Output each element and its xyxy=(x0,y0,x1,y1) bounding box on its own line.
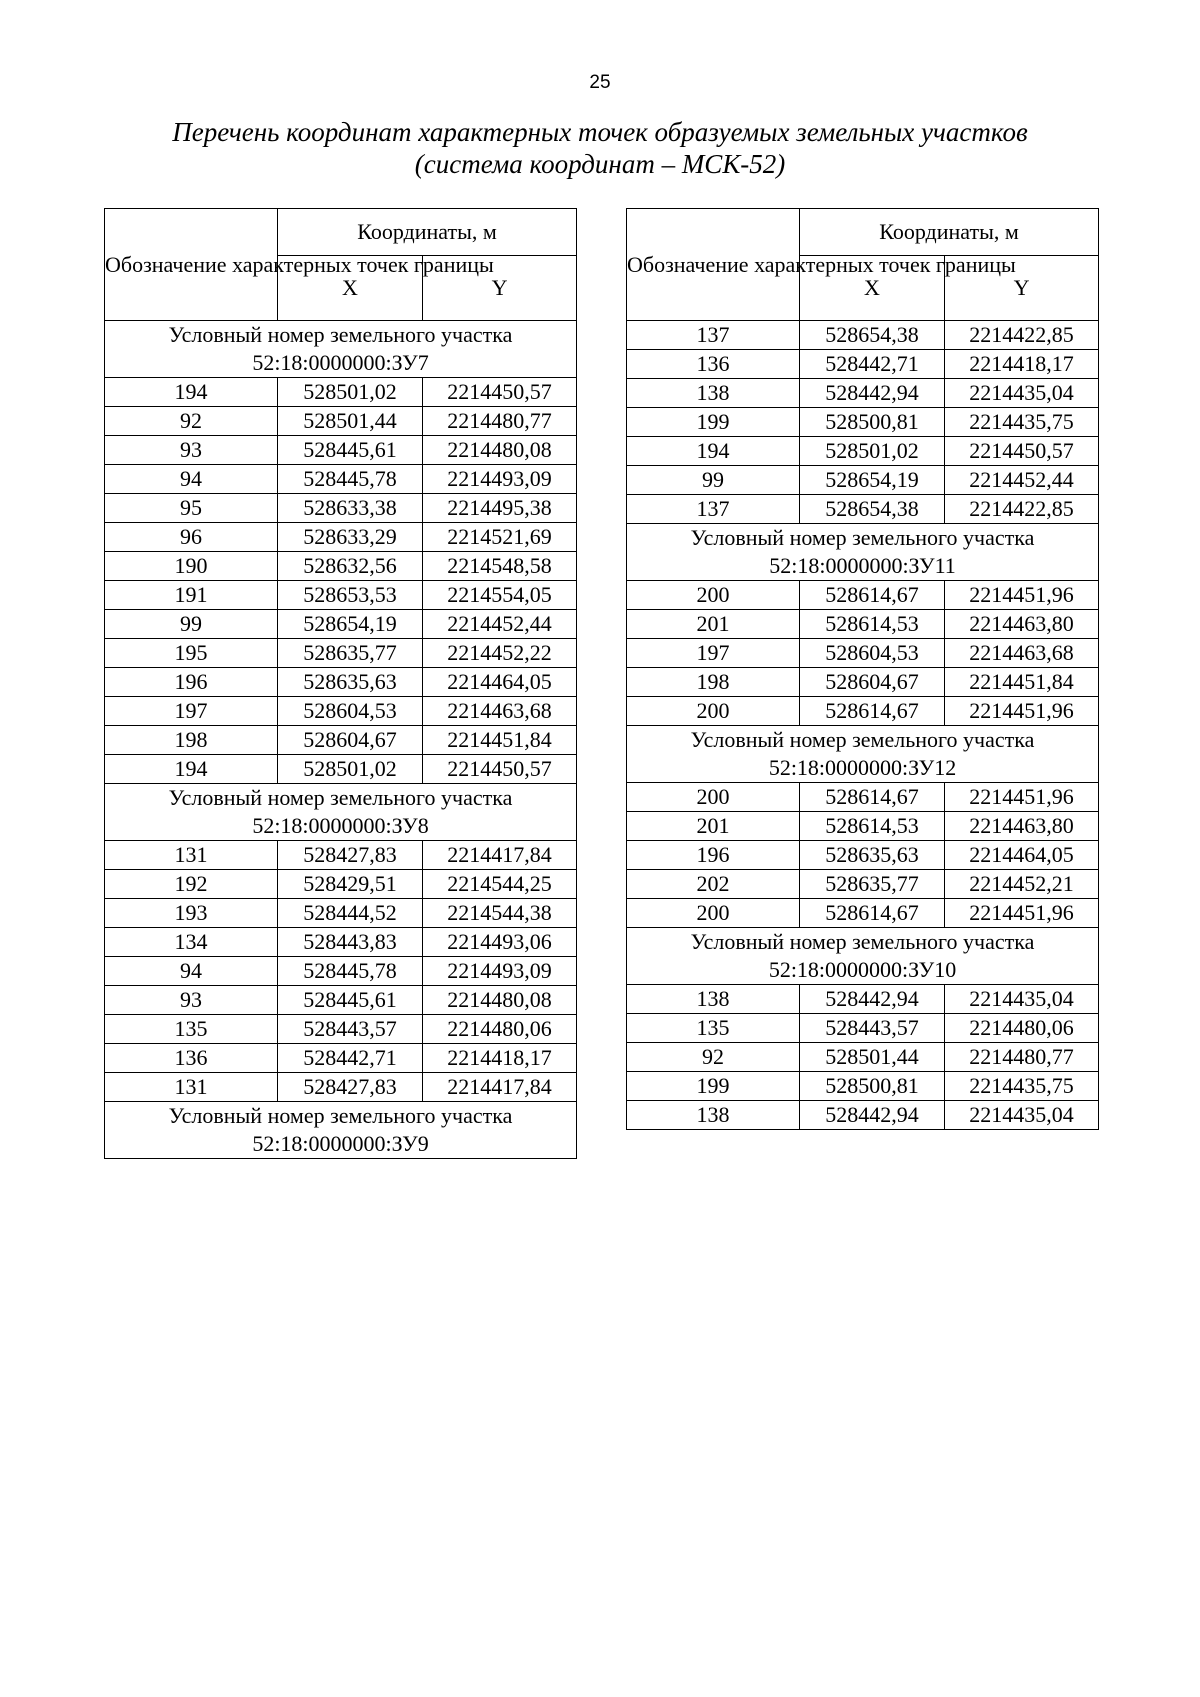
y-coordinate-cell: 2214480,08 xyxy=(423,436,577,465)
x-coordinate-cell: 528614,67 xyxy=(800,783,945,812)
table-row xyxy=(627,812,1099,841)
x-coordinate-cell: 528654,38 xyxy=(800,495,945,524)
x-coordinate-cell: 528635,63 xyxy=(278,668,423,697)
x-coordinate-cell: 528604,53 xyxy=(800,639,945,668)
parcel-heading xyxy=(627,524,1099,581)
point-cell: 197 xyxy=(627,639,800,668)
point-cell: 94 xyxy=(105,465,278,494)
x-coordinate-cell: 528427,83 xyxy=(278,1073,423,1102)
point-cell: 197 xyxy=(105,697,278,726)
table-row xyxy=(627,466,1099,495)
x-coordinate-cell: 528445,61 xyxy=(278,436,423,465)
y-coordinate-cell: 2214418,17 xyxy=(423,1044,577,1073)
parcel-heading-row xyxy=(105,1102,577,1159)
header-x: X xyxy=(278,256,423,321)
table-row xyxy=(105,928,577,957)
parcel-cadastral-number: 52:18:0000000:ЗУ10 xyxy=(768,957,957,982)
point-cell: 95 xyxy=(105,494,278,523)
y-coordinate-cell: 2214493,06 xyxy=(423,928,577,957)
point-cell: 135 xyxy=(627,1014,800,1043)
y-coordinate-cell: 2214435,04 xyxy=(945,985,1099,1014)
table-row xyxy=(627,1101,1099,1130)
x-coordinate-cell: 528653,53 xyxy=(278,581,423,610)
table-row xyxy=(105,378,577,407)
x-coordinate-cell: 528614,67 xyxy=(800,899,945,928)
x-coordinate-cell: 528633,38 xyxy=(278,494,423,523)
x-coordinate-cell: 528654,38 xyxy=(800,321,945,350)
header-coordinates: Координаты, м xyxy=(800,209,1099,256)
header-point-designation: Обозначение характерных точек границы xyxy=(627,209,800,321)
x-coordinate-cell: 528442,94 xyxy=(800,1101,945,1130)
y-coordinate-cell: 2214417,84 xyxy=(423,1073,577,1102)
x-coordinate-cell: 528604,67 xyxy=(278,726,423,755)
point-cell: 131 xyxy=(105,1073,278,1102)
point-cell: 200 xyxy=(627,783,800,812)
page-number: 25 xyxy=(589,72,611,93)
table-row xyxy=(627,321,1099,350)
table-row xyxy=(105,668,577,697)
point-cell: 199 xyxy=(627,408,800,437)
table-row xyxy=(627,1072,1099,1101)
table-row xyxy=(627,841,1099,870)
parcel-cadastral-number: 52:18:0000000:ЗУ9 xyxy=(252,1131,429,1156)
x-coordinate-cell: 528633,29 xyxy=(278,523,423,552)
y-coordinate-cell: 2214450,57 xyxy=(423,378,577,407)
x-coordinate-cell: 528604,67 xyxy=(800,668,945,697)
y-coordinate-cell: 2214544,38 xyxy=(423,899,577,928)
table-row xyxy=(627,1043,1099,1072)
point-cell: 131 xyxy=(105,841,278,870)
parcel-cadastral-number: 52:18:0000000:ЗУ8 xyxy=(252,813,429,838)
table-row xyxy=(627,379,1099,408)
point-cell: 136 xyxy=(627,350,800,379)
point-cell: 99 xyxy=(627,466,800,495)
y-coordinate-cell: 2214422,85 xyxy=(945,321,1099,350)
y-coordinate-cell: 2214480,77 xyxy=(945,1043,1099,1072)
parcel-heading xyxy=(105,321,577,378)
x-coordinate-cell: 528443,57 xyxy=(800,1014,945,1043)
header-y: Y xyxy=(423,256,577,321)
table-row xyxy=(105,726,577,755)
point-cell: 193 xyxy=(105,899,278,928)
y-coordinate-cell: 2214422,85 xyxy=(945,495,1099,524)
x-coordinate-cell: 528614,53 xyxy=(800,812,945,841)
y-coordinate-cell: 2214463,68 xyxy=(423,697,577,726)
x-coordinate-cell: 528442,94 xyxy=(800,985,945,1014)
y-coordinate-cell: 2214480,77 xyxy=(423,407,577,436)
parcel-label: Условный номер земельного участка xyxy=(168,785,513,810)
y-coordinate-cell: 2214418,17 xyxy=(945,350,1099,379)
y-coordinate-cell: 2214554,05 xyxy=(423,581,577,610)
parcel-cadastral-number: 52:18:0000000:ЗУ12 xyxy=(768,755,957,780)
table-row xyxy=(627,610,1099,639)
point-cell: 92 xyxy=(105,407,278,436)
x-coordinate-cell: 528614,67 xyxy=(800,697,945,726)
x-coordinate-cell: 528501,02 xyxy=(278,378,423,407)
table-row xyxy=(105,436,577,465)
y-coordinate-cell: 2214451,84 xyxy=(423,726,577,755)
y-coordinate-cell: 2214451,96 xyxy=(945,581,1099,610)
x-coordinate-cell: 528501,44 xyxy=(800,1043,945,1072)
point-cell: 201 xyxy=(627,610,800,639)
y-coordinate-cell: 2214463,68 xyxy=(945,639,1099,668)
parcel-cadastral-number: 52:18:0000000:ЗУ7 xyxy=(252,350,429,375)
title-line-2: (система координат – МСК-52) xyxy=(414,149,786,179)
y-coordinate-cell: 2214451,96 xyxy=(945,899,1099,928)
table-row xyxy=(627,350,1099,379)
x-coordinate-cell: 528427,83 xyxy=(278,841,423,870)
y-coordinate-cell: 2214464,05 xyxy=(423,668,577,697)
table-row xyxy=(105,1073,577,1102)
header-x: X xyxy=(800,256,945,321)
table-row xyxy=(105,1044,577,1073)
x-coordinate-cell: 528445,78 xyxy=(278,957,423,986)
table-row xyxy=(105,581,577,610)
table-row xyxy=(105,523,577,552)
table-row xyxy=(627,668,1099,697)
x-coordinate-cell: 528501,02 xyxy=(278,755,423,784)
parcel-cadastral-number: 52:18:0000000:ЗУ11 xyxy=(769,553,956,578)
y-coordinate-cell: 2214495,38 xyxy=(423,494,577,523)
y-coordinate-cell: 2214452,21 xyxy=(945,870,1099,899)
table-row xyxy=(627,870,1099,899)
table-row xyxy=(105,494,577,523)
header-coordinates: Координаты, м xyxy=(278,209,577,256)
table-row xyxy=(627,783,1099,812)
table-row xyxy=(627,899,1099,928)
table-row xyxy=(105,552,577,581)
point-cell: 192 xyxy=(105,870,278,899)
table-row xyxy=(105,1015,577,1044)
point-cell: 136 xyxy=(105,1044,278,1073)
point-cell: 137 xyxy=(627,321,800,350)
point-cell: 194 xyxy=(105,755,278,784)
table-row xyxy=(105,639,577,668)
y-coordinate-cell: 2214480,06 xyxy=(423,1015,577,1044)
point-cell: 138 xyxy=(627,985,800,1014)
table-header xyxy=(105,209,577,321)
document-title xyxy=(0,116,1200,180)
y-coordinate-cell: 2214480,06 xyxy=(945,1014,1099,1043)
x-coordinate-cell: 528654,19 xyxy=(800,466,945,495)
point-cell: 135 xyxy=(105,1015,278,1044)
point-cell: 92 xyxy=(627,1043,800,1072)
y-coordinate-cell: 2214451,84 xyxy=(945,668,1099,697)
parcel-heading xyxy=(105,784,577,841)
parcel-heading-row xyxy=(627,928,1099,985)
table-row xyxy=(105,610,577,639)
x-coordinate-cell: 528445,61 xyxy=(278,986,423,1015)
table-body xyxy=(105,321,577,1159)
point-cell: 138 xyxy=(627,379,800,408)
point-cell: 94 xyxy=(105,957,278,986)
header-point-designation: Обозначение характерных точек границы xyxy=(105,209,278,321)
table-row xyxy=(105,755,577,784)
y-coordinate-cell: 2214521,69 xyxy=(423,523,577,552)
y-coordinate-cell: 2214464,05 xyxy=(945,841,1099,870)
table-row xyxy=(627,495,1099,524)
point-cell: 191 xyxy=(105,581,278,610)
y-coordinate-cell: 2214435,04 xyxy=(945,379,1099,408)
x-coordinate-cell: 528442,71 xyxy=(278,1044,423,1073)
x-coordinate-cell: 528443,83 xyxy=(278,928,423,957)
parcel-heading-row xyxy=(105,321,577,378)
table-row xyxy=(627,639,1099,668)
point-cell: 93 xyxy=(105,986,278,1015)
x-coordinate-cell: 528429,51 xyxy=(278,870,423,899)
point-cell: 200 xyxy=(627,581,800,610)
point-cell: 138 xyxy=(627,1101,800,1130)
x-coordinate-cell: 528501,44 xyxy=(278,407,423,436)
point-cell: 198 xyxy=(627,668,800,697)
table-row xyxy=(105,697,577,726)
x-coordinate-cell: 528500,81 xyxy=(800,408,945,437)
x-coordinate-cell: 528442,71 xyxy=(800,350,945,379)
table-row xyxy=(627,581,1099,610)
x-coordinate-cell: 528635,77 xyxy=(800,870,945,899)
y-coordinate-cell: 2214480,08 xyxy=(423,986,577,1015)
x-coordinate-cell: 528443,57 xyxy=(278,1015,423,1044)
y-coordinate-cell: 2214548,58 xyxy=(423,552,577,581)
y-coordinate-cell: 2214435,75 xyxy=(945,408,1099,437)
point-cell: 199 xyxy=(627,1072,800,1101)
table-row xyxy=(627,985,1099,1014)
coordinates-table-left xyxy=(104,208,577,1159)
table-row xyxy=(105,407,577,436)
y-coordinate-cell: 2214544,25 xyxy=(423,870,577,899)
point-cell: 137 xyxy=(627,495,800,524)
x-coordinate-cell: 528635,77 xyxy=(278,639,423,668)
y-coordinate-cell: 2214463,80 xyxy=(945,812,1099,841)
x-coordinate-cell: 528500,81 xyxy=(800,1072,945,1101)
y-coordinate-cell: 2214452,44 xyxy=(945,466,1099,495)
point-cell: 202 xyxy=(627,870,800,899)
x-coordinate-cell: 528614,67 xyxy=(800,581,945,610)
table-row xyxy=(627,1014,1099,1043)
parcel-heading xyxy=(627,726,1099,783)
y-coordinate-cell: 2214451,96 xyxy=(945,697,1099,726)
table-row xyxy=(105,841,577,870)
point-cell: 96 xyxy=(105,523,278,552)
header-y: Y xyxy=(945,256,1099,321)
y-coordinate-cell: 2214450,57 xyxy=(423,755,577,784)
table-header xyxy=(627,209,1099,321)
coordinates-table-right xyxy=(626,208,1099,1130)
point-cell: 194 xyxy=(627,437,800,466)
x-coordinate-cell: 528442,94 xyxy=(800,379,945,408)
parcel-heading-row xyxy=(627,524,1099,581)
y-coordinate-cell: 2214452,22 xyxy=(423,639,577,668)
point-cell: 201 xyxy=(627,812,800,841)
point-cell: 99 xyxy=(105,610,278,639)
point-cell: 93 xyxy=(105,436,278,465)
point-cell: 196 xyxy=(627,841,800,870)
table-row xyxy=(105,899,577,928)
x-coordinate-cell: 528445,78 xyxy=(278,465,423,494)
parcel-label: Условный номер земельного участка xyxy=(690,727,1035,752)
table-body xyxy=(627,321,1099,1130)
table-row xyxy=(105,465,577,494)
y-coordinate-cell: 2214493,09 xyxy=(423,957,577,986)
point-cell: 200 xyxy=(627,899,800,928)
table-row xyxy=(627,437,1099,466)
parcel-heading-row xyxy=(105,784,577,841)
x-coordinate-cell: 528635,63 xyxy=(800,841,945,870)
parcel-label: Условный номер земельного участка xyxy=(168,322,513,347)
x-coordinate-cell: 528604,53 xyxy=(278,697,423,726)
x-coordinate-cell: 528501,02 xyxy=(800,437,945,466)
x-coordinate-cell: 528614,53 xyxy=(800,610,945,639)
point-cell: 200 xyxy=(627,697,800,726)
parcel-label: Условный номер земельного участка xyxy=(690,929,1035,954)
point-cell: 134 xyxy=(105,928,278,957)
point-cell: 196 xyxy=(105,668,278,697)
x-coordinate-cell: 528632,56 xyxy=(278,552,423,581)
y-coordinate-cell: 2214450,57 xyxy=(945,437,1099,466)
point-cell: 198 xyxy=(105,726,278,755)
parcel-heading xyxy=(627,928,1099,985)
y-coordinate-cell: 2214493,09 xyxy=(423,465,577,494)
table-row xyxy=(627,408,1099,437)
point-cell: 195 xyxy=(105,639,278,668)
x-coordinate-cell: 528444,52 xyxy=(278,899,423,928)
table-row xyxy=(105,986,577,1015)
y-coordinate-cell: 2214463,80 xyxy=(945,610,1099,639)
parcel-label: Условный номер земельного участка xyxy=(690,525,1035,550)
point-cell: 194 xyxy=(105,378,278,407)
y-coordinate-cell: 2214435,04 xyxy=(945,1101,1099,1130)
parcel-heading-row xyxy=(627,726,1099,783)
title-line-1: Перечень координат характерных точек образуемых земельных участков xyxy=(172,117,1028,147)
point-cell: 190 xyxy=(105,552,278,581)
y-coordinate-cell: 2214452,44 xyxy=(423,610,577,639)
y-coordinate-cell: 2214435,75 xyxy=(945,1072,1099,1101)
parcel-heading xyxy=(105,1102,577,1159)
y-coordinate-cell: 2214417,84 xyxy=(423,841,577,870)
table-row xyxy=(105,870,577,899)
y-coordinate-cell: 2214451,96 xyxy=(945,783,1099,812)
table-row xyxy=(627,697,1099,726)
table-row xyxy=(105,957,577,986)
parcel-label: Условный номер земельного участка xyxy=(168,1103,513,1128)
x-coordinate-cell: 528654,19 xyxy=(278,610,423,639)
